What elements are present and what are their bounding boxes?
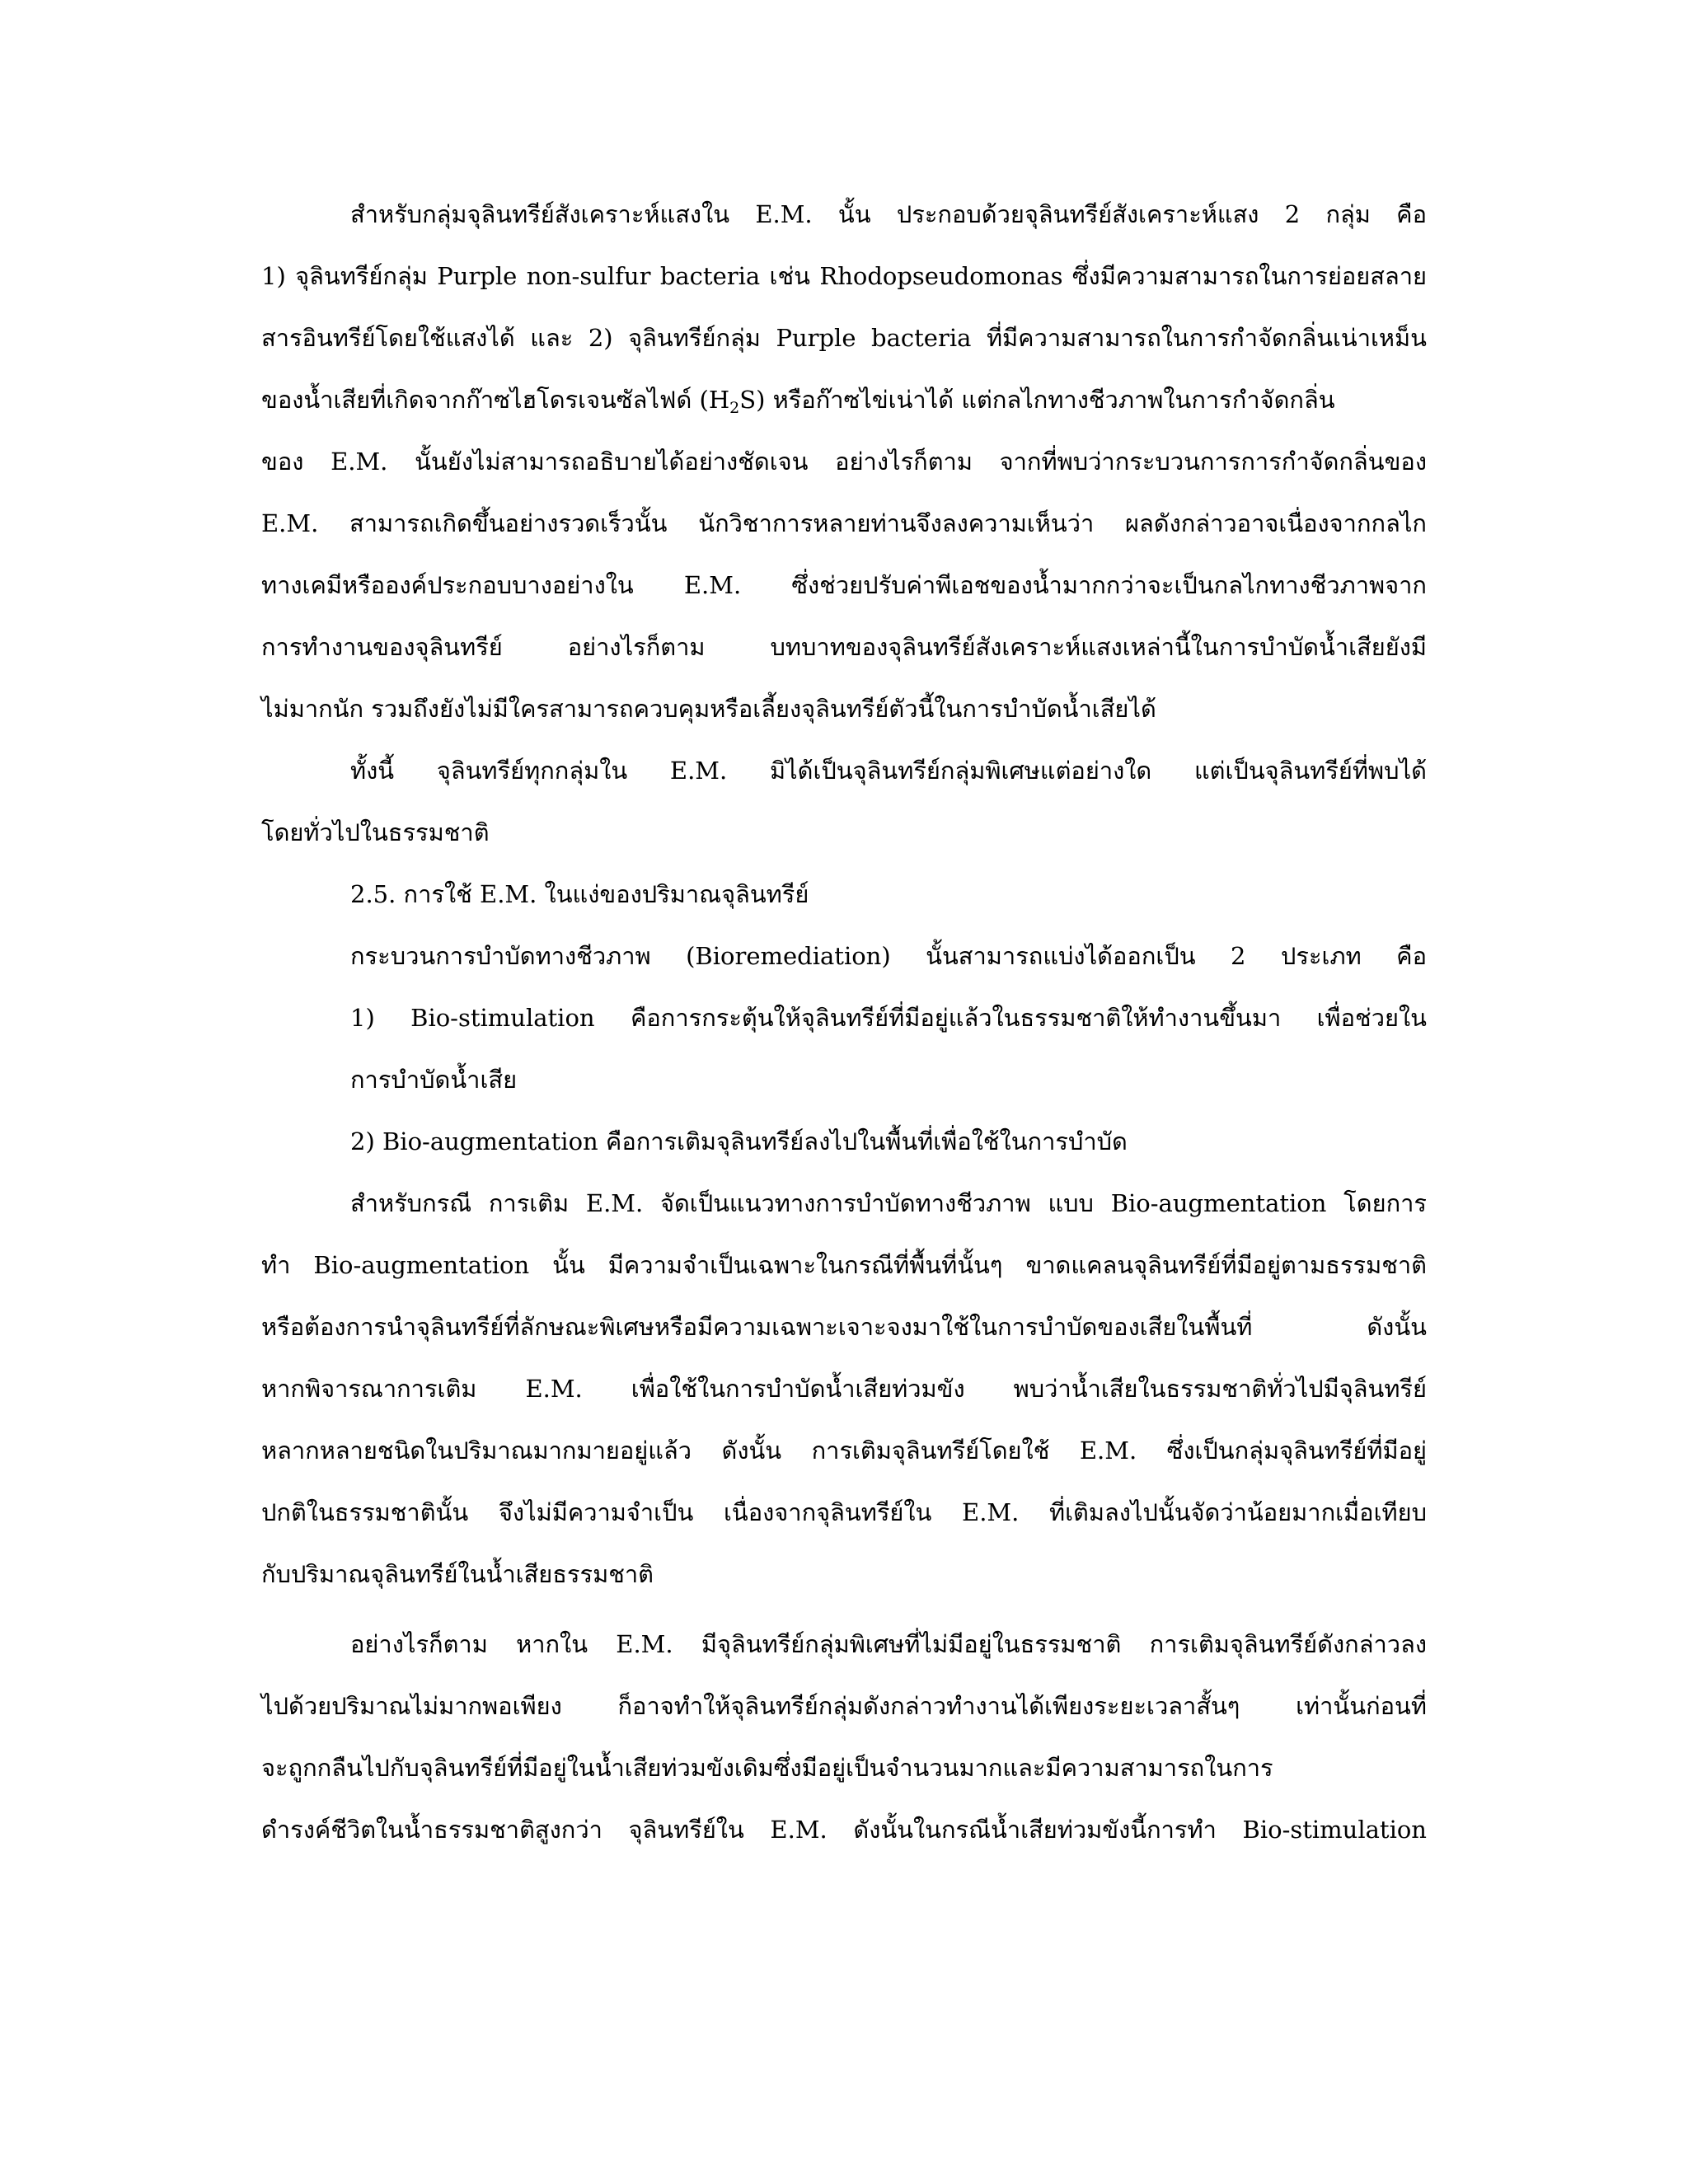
text-line: กระบวนการบำบัดทางชีวภาพ (Bioremediation) นั้นสามารถแบ่งได้ออกเป็น 2 ประเภท คือ bbox=[350, 942, 1427, 970]
list-item: 1) Bio-stimulation คือการกระตุ้นให้จุลินทรีย์ที่มีอยู่แล้วในธรรมชาติให้ทำงานขึ้นมา เพื่อช่วยใน bbox=[350, 1004, 1427, 1032]
text-line: สำหรับกรณี การเติม E.M. จัดเป็นแนวทางการบำบัดทางชีวภาพ แบบ Bio-augmentation โดยการ bbox=[350, 1189, 1427, 1217]
text-line: สารอินทรีย์โดยใช้แสงได้ และ 2) จุลินทรีย์กลุ่ม Purple bacteria ที่มีความสามารถในการกำจัดกลิ่นเน่าเหม็น bbox=[261, 324, 1427, 352]
text-line: หรือต้องการนำจุลินทรีย์ที่ลักษณะพิเศษหรือมีความเฉพาะเจาะจงมาใช้ในการบำบัดของเสียในพื้นที่ ดังนั้น bbox=[261, 1313, 1427, 1341]
list-item-continuation: การบำบัดน้ำเสีย bbox=[350, 1066, 518, 1094]
list-item: 2) Bio-augmentation คือการเติมจุลินทรีย์ลงไปในพื้นที่เพื่อใช้ในการบำบัด bbox=[350, 1127, 1128, 1155]
text-line: ทำ Bio-augmentation นั้น มีความจำเป็นเฉพาะในกรณีที่พื้นที่นั้นๆ ขาดแคลนจุลินทรีย์ที่มีอยู่ตามธรรมชาติ bbox=[261, 1251, 1427, 1279]
text-line: อย่างไรก็ตาม หากใน E.M. มีจุลินทรีย์กลุ่มพิเศษที่ไม่มีอยู่ในธรรมชาติ การเติมจุลินทรีย์ดังกล่าวลง bbox=[350, 1630, 1427, 1658]
text-line: ทั้งนี้ จุลินทรีย์ทุกกลุ่มใน E.M. มิได้เป็นจุลินทรีย์กลุ่มพิเศษแต่อย่างใด แต่เป็นจุลินทรีย์ที่พบได้ bbox=[350, 757, 1427, 785]
text-line: ทางเคมีหรือองค์ประกอบบางอย่างใน E.M. ซึ่งช่วยปรับค่าพีเอชของน้ำมากกว่าจะเป็นกลไกทางชีวภาพจาก bbox=[261, 571, 1427, 599]
section-heading: 2.5. การใช้ E.M. ในแง่ของปริมาณจุลินทรีย์ bbox=[350, 880, 809, 908]
text-line: E.M. สามารถเกิดขึ้นอย่างรวดเร็วนั้น นักวิชาการหลายท่านจึงลงความเห็นว่า ผลดังกล่าวอาจเนื่องจากกลไก bbox=[261, 509, 1427, 537]
text-line: 1) จุลินทรีย์กลุ่ม Purple non-sulfur bacteria เช่น Rhodopseudomonas ซึ่งมีความสามารถในการย่อยสลาย bbox=[261, 262, 1427, 290]
text-line: หากพิจารณาการเติม E.M. เพื่อใช้ในการบำบัดน้ำเสียท่วมขัง พบว่าน้ำเสียในธรรมชาติทั่วไปมีจุลินทรีย์ bbox=[261, 1375, 1427, 1403]
text-line: ไม่มากนัก รวมถึงยังไม่มีใครสามารถควบคุมหรือเลี้ยงจุลินทรีย์ตัวนี้ในการบำบัดน้ำเสียได้ bbox=[261, 695, 1156, 723]
subscript: 2 bbox=[729, 399, 740, 417]
text-line bbox=[261, 379, 1427, 420]
text-line: ปกติในธรรมชาตินั้น จึงไม่มีความจำเป็น เนื่องจากจุลินทรีย์ใน E.M. ที่เติมลงไปนั้นจัดว่าน้อยมากเมื่อเทียบ bbox=[261, 1498, 1427, 1526]
text-line: โดยทั่วไปในธรรมชาติ bbox=[261, 818, 490, 846]
text-line: ดำรงค์ชีวิตในน้ำธรรมชาติสูงกว่า จุลินทรีย์ใน E.M. ดังนั้นในกรณีน้ำเสียท่วมขังนี้การทำ Bio-stimulation bbox=[261, 1816, 1427, 1844]
text-line: หลากหลายชนิดในปริมาณมากมายอยู่แล้ว ดังนั้น การเติมจุลินทรีย์โดยใช้ E.M. ซึ่งเป็นกลุ่มจุลินทรีย์ที่มีอยู่ bbox=[261, 1436, 1427, 1465]
text-line: จะถูกกลืนไปกับจุลินทรีย์ที่มีอยู่ในน้ำเสียท่วมขังเดิมซึ่งมีอยู่เป็นจำนวนมากและมีความสามารถในการ bbox=[261, 1754, 1273, 1782]
text-line: กับปริมาณจุลินทรีย์ในน้ำเสียธรรมชาติ bbox=[261, 1560, 654, 1588]
text-line: ไปด้วยปริมาณไม่มากพอเพียง ก็อาจทำให้จุลินทรีย์กลุ่มดังกล่าวทำงานได้เพียงระยะเวลาสั้นๆ เท่านั้นก่อนที่ bbox=[261, 1692, 1427, 1720]
text-line: การทำงานของจุลินทรีย์ อย่างไรก็ตาม บทบาทของจุลินทรีย์สังเคราะห์แสงเหล่านี้ในการบำบัดน้ำเสียยังมี bbox=[261, 633, 1427, 661]
text-line: สำหรับกลุ่มจุลินทรีย์สังเคราะห์แสงใน E.M. นั้น ประกอบด้วยจุลินทรีย์สังเคราะห์แสง 2 กลุ่ม คือ bbox=[350, 200, 1427, 228]
text-segment: ของน้ำเสียที่เกิดจากก๊าซไฮโดรเจนซัลไฟด์ $(H_2S)$ หรือก๊าซไข่เน่าได้ แต่กลไกทางชีวภาพในการกำจัดกลิ่น bbox=[261, 386, 1335, 417]
text-line: ของ E.M. นั้นยังไม่สามารถอธิบายได้อย่างชัดเจน อย่างไรก็ตาม จากที่พบว่ากระบวนการการกำจัดกลิ่นของ bbox=[261, 448, 1427, 476]
